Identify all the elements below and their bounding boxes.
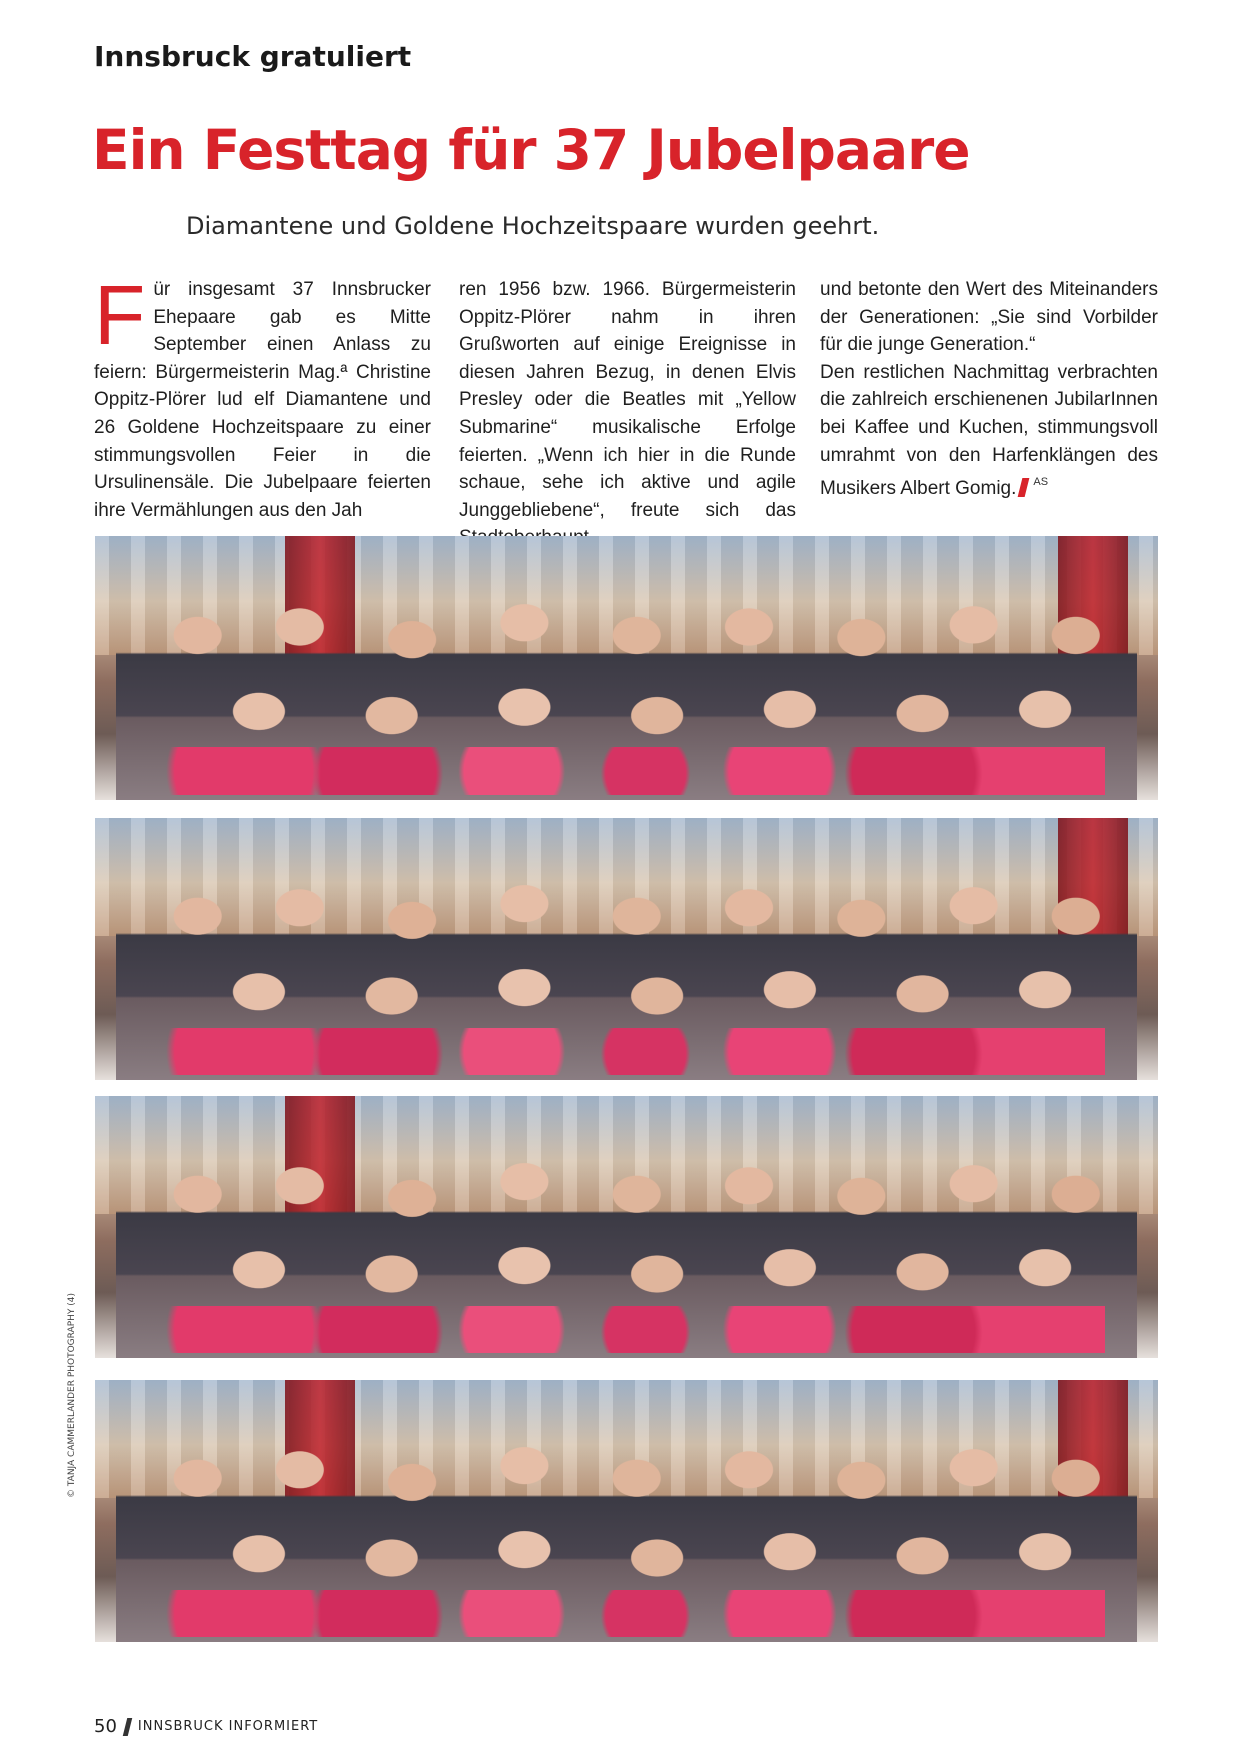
article-column-3: [820, 276, 1158, 503]
page-number: 50: [94, 1716, 117, 1737]
drop-cap: F: [94, 268, 146, 362]
flower-bouquets: [148, 747, 1105, 795]
group-photo-1: [95, 536, 1158, 800]
article-column-1: [94, 268, 431, 524]
photo-credit: © TANJA CAMMERLANDER PHOTOGRAPHY (4): [67, 1293, 77, 1498]
author-signature: AS: [1033, 476, 1049, 489]
column-1-text: ür insgesamt 37 Innsbrucker Ehepaare gab es Mitte September einen Anlass zu feiern: Bürgermeisterin Mag.ª Christine Oppitz-Plörer lud elf Diamantene und 26 Goldene Hochzeitspaare zu einer stimmungsvollen Feier in die Ursulinensäle. Die Jubelpaare feierten ihre Vermählungen aus den Jah: [94, 279, 431, 521]
column-3-text-b: Den restlichen Nachmittag verbrachten die zahlreich erschienenen JubilarInnen bei Kaffee und Kuchen, stimmungsvoll umrahmt von den Harfenklängen des Musikers Albert Gomig.: [820, 361, 1158, 500]
subline: Diamantene und Goldene Hochzeitspaare wurden geehrt.: [186, 212, 880, 240]
headline: Ein Festtag für 37 Jubelpaare: [92, 118, 970, 182]
group-photo-4: [95, 1380, 1158, 1642]
group-photo-2: [95, 818, 1158, 1080]
group-photo-3: [95, 1096, 1158, 1358]
end-mark-icon: [1018, 478, 1030, 497]
flower-bouquets: [148, 1028, 1105, 1075]
flower-bouquets: [148, 1590, 1105, 1637]
column-3-text-a: und betonte den Wert des Miteinanders der Generationen: „Sie sind Vorbilder für die junge Generation.“: [820, 279, 1158, 356]
kicker: Innsbruck gratuliert: [94, 40, 412, 73]
magazine-name: INNSBRUCK INFORMIERT: [137, 1719, 319, 1734]
page-footer: [94, 1716, 318, 1737]
article-column-2: [459, 276, 796, 552]
column-2-text: ren 1956 bzw. 1966. Bürgermeisterin Oppitz-Plörer nahm in ihren Grußworten auf einige Ereignisse in diesen Jahren Bezug, in denen Elvis Presley oder die Beatles mit „Yellow Submarine“ musikalische Erfolge feierten. „Wenn ich hier in die Runde schaue, sehe ich aktive und agile Junggebliebene“, freute sich das: [459, 279, 796, 521]
flower-bouquets: [148, 1306, 1105, 1353]
slash-icon: [123, 1718, 132, 1736]
